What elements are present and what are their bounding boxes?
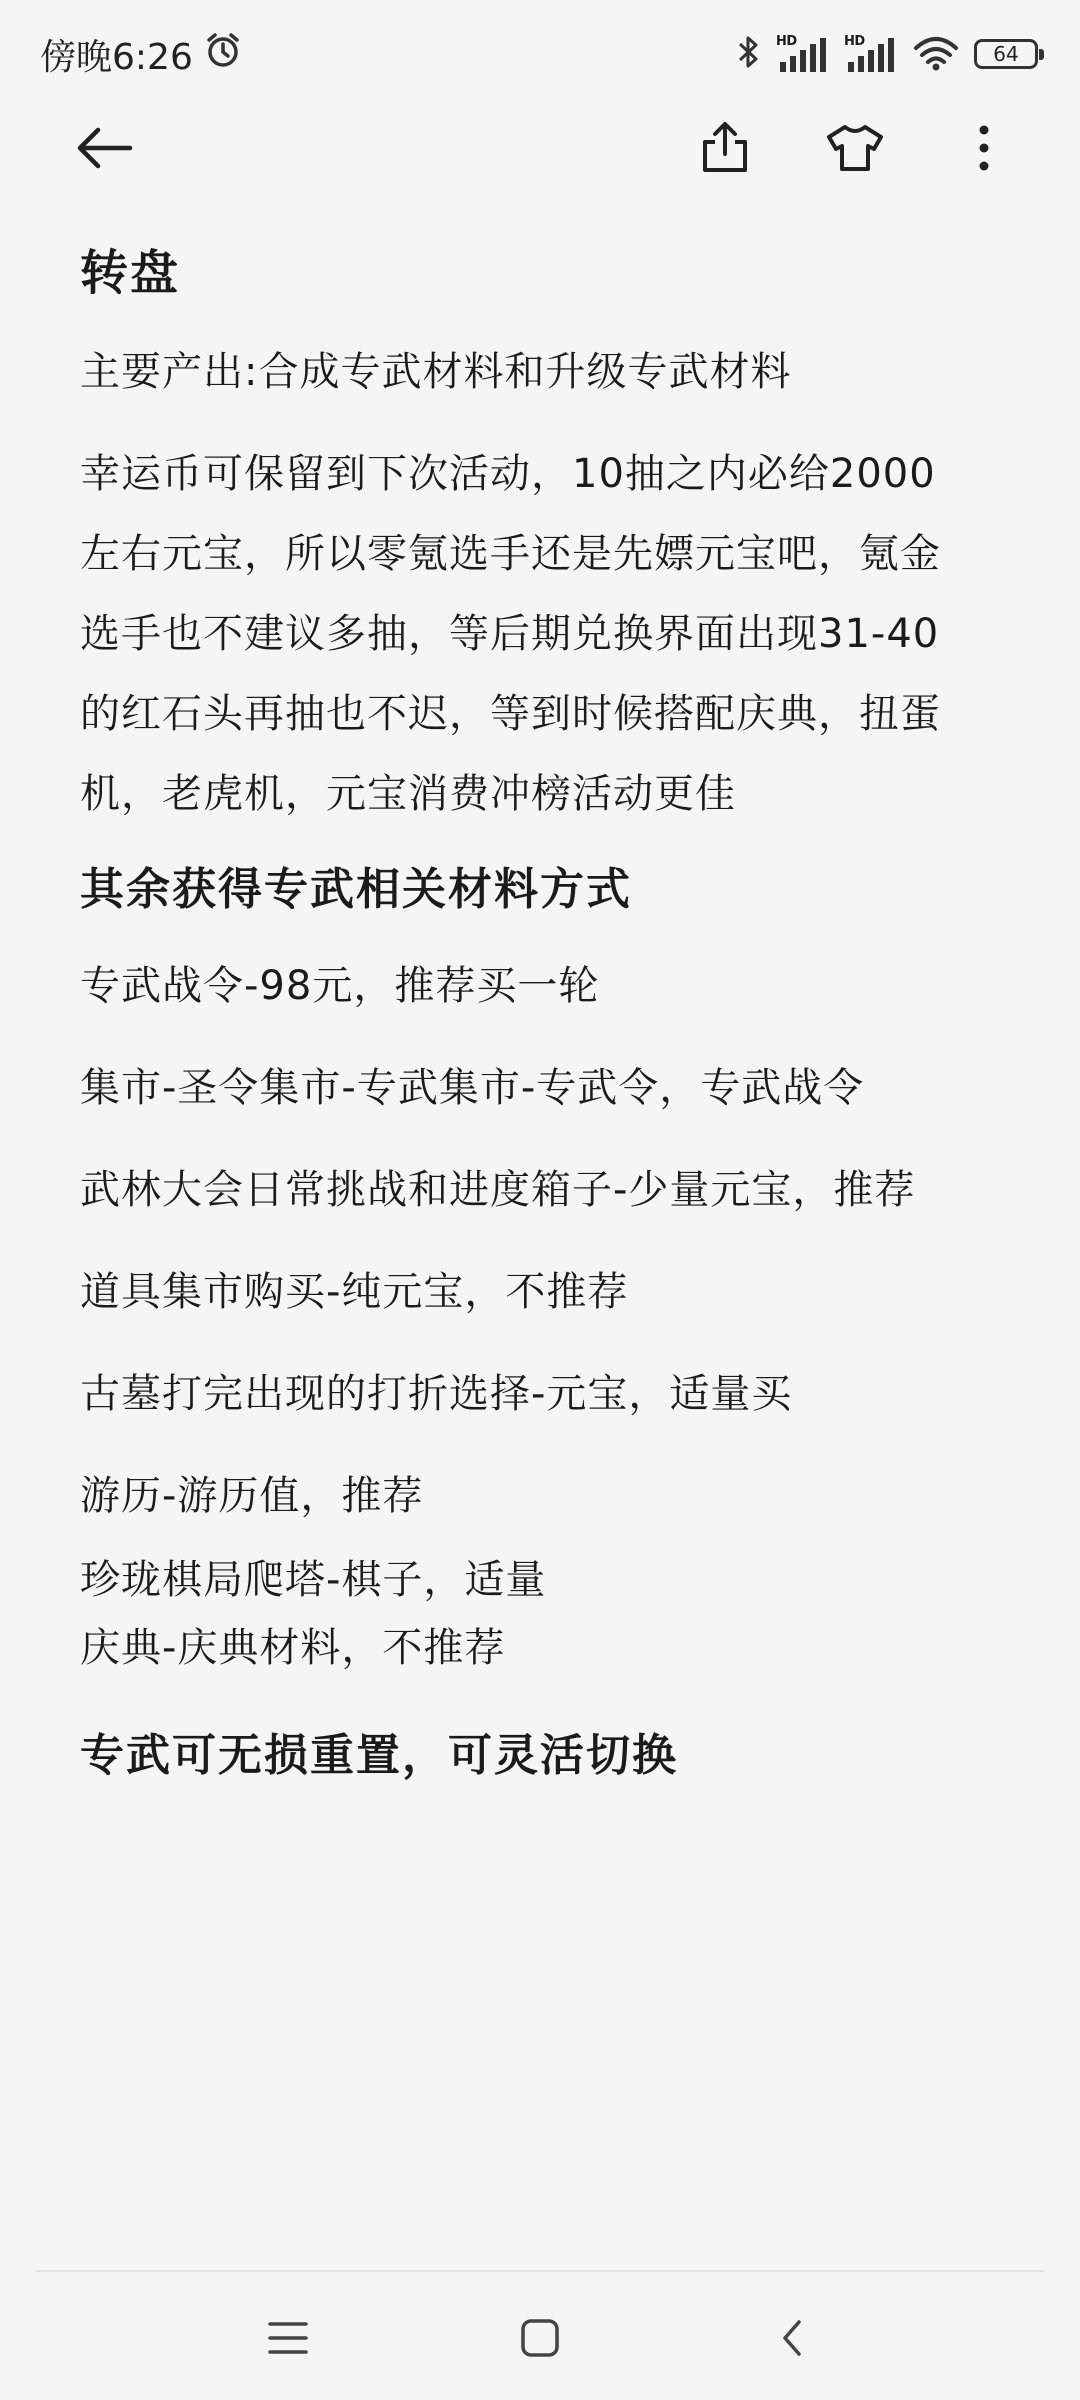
main-output-text: 主要产出:合成专武材料和升级专武材料: [80, 349, 792, 395]
bluetooth-icon: [736, 32, 762, 76]
closing-heading: 专武可无损重置，可灵活切换: [80, 1730, 678, 1781]
status-bar: [0, 0, 1080, 110]
back-arrow-icon: [74, 126, 134, 174]
battery-icon: 64: [974, 39, 1038, 69]
theme-button[interactable]: [815, 110, 895, 190]
status-left: [40, 28, 243, 80]
wifi-icon: [912, 32, 960, 76]
recent-apps-button[interactable]: [248, 2300, 328, 2380]
nav-back-button[interactable]: [752, 2300, 832, 2380]
paragraph-line: 机，老虎机，元宝消费冲榜活动更佳: [80, 771, 736, 817]
home-button[interactable]: [500, 2300, 580, 2380]
back-icon: [777, 2316, 807, 2364]
paragraph-line: 的红石头再抽也不迟，等到时候搭配庆典，扭蛋: [80, 691, 941, 737]
signal-hd-label: HD: [844, 34, 865, 49]
share-button[interactable]: [685, 110, 765, 190]
note-content[interactable]: [80, 230, 1020, 1796]
back-button[interactable]: [64, 110, 144, 190]
menu-icon: [266, 2318, 310, 2362]
method-item: 庆典-庆典材料，不推荐: [80, 1625, 506, 1671]
method-item: 珍珑棋局爬塔-棋子，适量: [80, 1557, 547, 1603]
section-heading: 其余获得专武相关材料方式: [80, 864, 632, 915]
toolbar: [0, 110, 1080, 190]
home-icon: [519, 2317, 561, 2363]
status-time: 傍晚6:26: [40, 36, 193, 78]
method-item: 集市-圣令集市-专武集市-专武令，专武战令: [80, 1065, 865, 1111]
signal-hd-label: HD: [776, 34, 797, 49]
navigation-bar: [0, 2290, 1080, 2390]
status-right: [736, 28, 1038, 80]
paragraph-line: 选手也不建议多抽，等后期兑换界面出现31-40: [80, 611, 940, 657]
method-item: 道具集市购买-纯元宝，不推荐: [80, 1269, 629, 1315]
alarm-icon: [203, 30, 243, 79]
signal-icon: [776, 34, 830, 74]
method-item: 游历-游历值，推荐: [80, 1473, 424, 1519]
method-item: 古墓打完出现的打折选择-元宝，适量买: [80, 1371, 793, 1417]
paragraph-line: 幸运币可保留到下次活动，10抽之内必给2000: [80, 451, 936, 497]
note-title: 转盘: [80, 245, 181, 301]
method-item: 专武战令-98元，推荐买一轮: [80, 963, 600, 1009]
nav-divider: [36, 2270, 1044, 2272]
signal-icon: [844, 34, 898, 74]
more-vertical-icon: [976, 122, 992, 178]
paragraph-line: 左右元宝，所以零氪选手还是先嫖元宝吧，氪金: [80, 531, 941, 577]
more-button[interactable]: [944, 110, 1024, 190]
tshirt-theme-icon: [825, 121, 885, 179]
method-item: 武林大会日常挑战和进度箱子-少量元宝，推荐: [80, 1167, 916, 1213]
share-icon: [699, 120, 751, 180]
